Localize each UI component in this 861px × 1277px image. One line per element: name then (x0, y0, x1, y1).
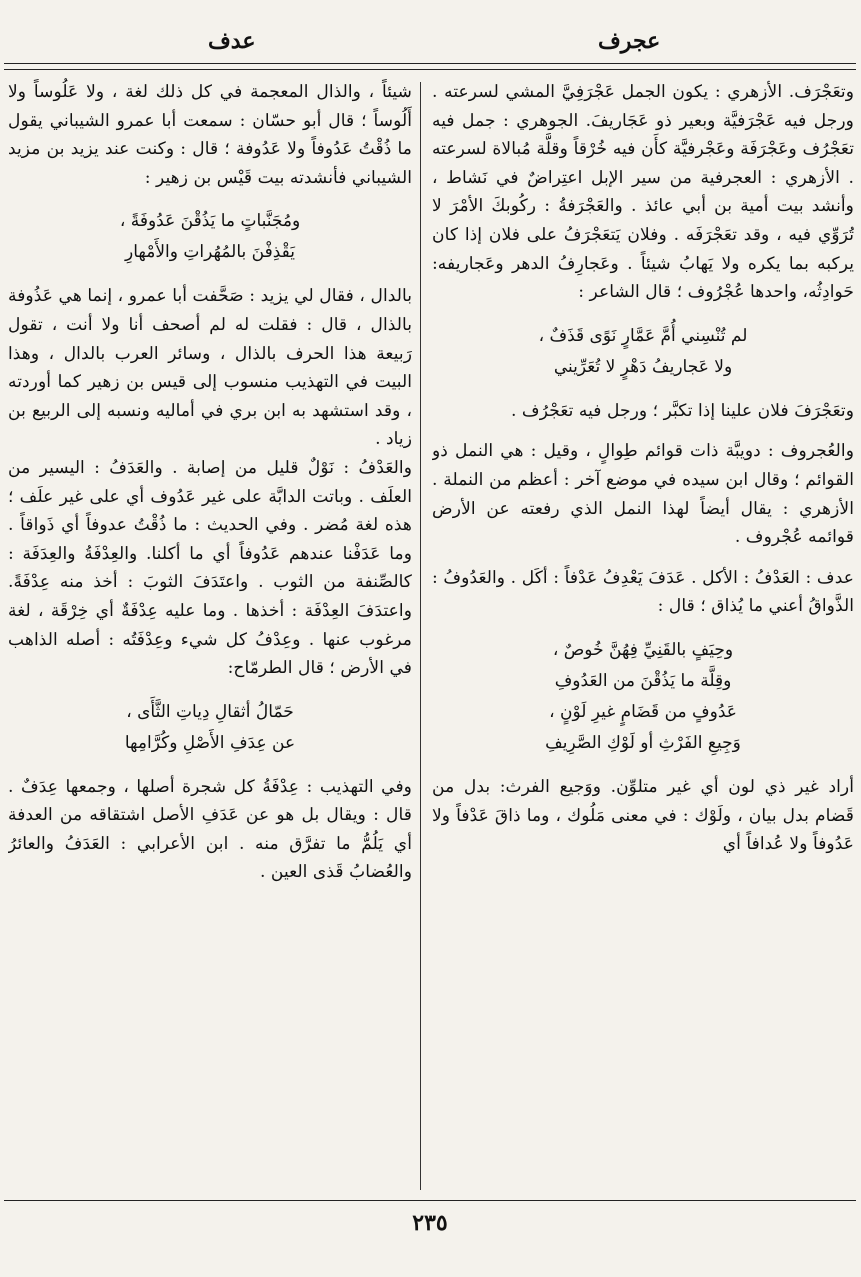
verse-line: يَقْذِفْنَ بالمُهُراتِ والأَمْهارِ (125, 242, 295, 263)
verse-line: وحِيَفٍ بالقَنِيِّ فِهُنَّ خُوصٌ ، (552, 639, 734, 660)
verse-line: ومُجَنَّباتٍ ما يَذُقْنَ عَدُوفَةً ، (119, 211, 301, 232)
verse (8, 697, 412, 759)
header-entry-right: عجرف (598, 28, 661, 54)
paragraph: والعُجروف : دويبَّة ذات قوائم طِوالٍ ، وقيل : هي النمل ذو القوائم ؛ وقال ابن سيده في موضع آخر : أعظم من النملة . الأزهري : يقال أيضاً لهذا النمل الذي رفعته عن الأرض قوائمه عُجْروف . (432, 441, 854, 548)
verse-line: لم تُنْسِني أُمَّ عَمَّارٍ نَوًى قَذَفٌ ، (538, 325, 748, 346)
verse-line: حَمّالُ أثقالِ دِياتِ الثَّأَى ، (126, 701, 294, 722)
verse-line: عن عِدَفِ الأَصْلِ وكُرَّامِها (124, 732, 296, 753)
paragraph: وتعَجْرَف. الأزهري : يكون الجمل عَجْرَفِيَّ المشي لسرعته . ورجل فيه عَجْرَفيَّة وبعير ذو عَجَاريفَ. الجوهري : جمل فيه تعَجْرُف وعَجْرَفَة وعَجْرفيَّة كأَن فيه خُرْقاً وقلَّة مُبالاة لسرعته . الأزهري : العجرفية من سير الإبل اعتِراضٌ في نَشاط ، وأنشد بيت أمية بن أبي عائذ . والعَجْرَفةُ : ركُوبكَ الأمْرَ لا تُرَوِّي فيه ، وقد تعَجْرَفَه . وفلان يَتعَجْرَفُ على فلان إذا كان يركبه بما يكره ولا يَهابُ شيئاً . وعَجارِفُ الدهر وعَجاريفه: حَوادِثُه، واحدها عُجْرُوف ؛ قال الشاعر : (432, 82, 854, 303)
top-rule-double (4, 69, 856, 70)
top-rule (4, 63, 856, 64)
verse-line: عَدُوفٍ من قَضَامٍ غيرِ لَوْنٍ ، (549, 701, 737, 722)
paragraph: وفي التهذيب : عِدْفَةُ كل شجرة أصلها ، وجمعها عِدَفٌ . قال : ويقال بل هو عن عَدَفِ الأصل اشتقاقه من العدفة أي يَلُمُّ ما تفرَّق منه . ابن الأعرابي : العَدَفُ والعائرُ والعُضابُ قَذى العين . (8, 776, 412, 883)
bottom-rule (4, 1200, 856, 1201)
paragraph: وتعَجْرَفَ فلان علينا إذا تكبَّر ؛ ورجل فيه تعَجْرُف . (511, 400, 854, 421)
right-column (432, 78, 854, 1196)
paragraph: شيئاً ، والذال المعجمة في كل ذلك لغة ، ولا عَلُوساً ولا أَلُوساً ؛ قال أبو حسّان : سمعت أبا عمرو الشيباني يقول ما ذُقْتُ عَدُوفاً ولا عَدُوفة ؛ قال : وكنت عند يزيد بن مزيد الشيباني فأنشدته بيت قَيْس بن زهير : (8, 82, 412, 188)
header-entry-left: عدف (208, 28, 256, 54)
verse-line: وقِلَّة ما يَذُقْنَ من العَدُوفِ (554, 670, 732, 691)
verse (432, 635, 854, 759)
page-number: ٢٣٥ (412, 1210, 448, 1236)
paragraph: والعَدْفُ : نَوْلٌ قليل من إصابة . والعَدَفُ : اليسير من العلَف . وباتت الدابَّة على غير عَدُوف أي على غير علَف ؛ هذه لغة مُضر . وفي الحديث : ما ذُقْتُ عدوفاً أي ذَواقاً . وما عَدَفْنا عندهم عَدُوفاً أي ما أكلنا. والعِدْفَةُ والعِدَفَة : كالصِّنفة من الثوب . واعتَدَفَ الثوبَ : أخذ منه عِدْفَةً. واعتدَفَ العِدْفَة : أخذها . وما عليه عِدْفَةٌ أي خِرْقَة ، لغة مرغوب عنها . وعِدْفُ كل شيء وعِدْفَتُه : أصله الذاهب في الأرض ؛ قال الطرمّاح: (8, 457, 412, 679)
verse-line: وَجِيعِ الفَرْثِ أو لَوْكِ الصَّرِيفِ (545, 732, 741, 753)
verse-line: ولا عَجاريفُ دَهْرٍ لا تُعَرِّيني (553, 356, 733, 377)
left-column (8, 78, 412, 1196)
verse (8, 206, 412, 268)
column-divider (420, 82, 421, 1190)
paragraph: أراد غير ذي لون أي غير متلوِّن. ووَجيع الفرث: بدل من قَضام بدل بيان ، ولَوْك : في معنى مَلُوك ، وما ذاقَ عَدْفاً ولا عَدُوفاً ولا عُدافاً أي (432, 776, 854, 855)
paragraph: بالدال ، فقال لي يزيد : صَحَّفت أبا عمرو ، إنما هي عَذُوفة بالذال ، قال : فقلت له لم أصحف أنا ولا أنت ، تقول رَبيعة هذا الحرف بالذال ، وسائر العرب بالدال ، وهذا البيت في التهذيب منسوب إلى قيس بن زهير كما أوردته ، وقد استشهد به ابن بري في أماليه ونسبه إلى الربيع بن زياد . (8, 286, 412, 450)
verse (432, 321, 854, 383)
entry-paragraph: عدف : العَدْفُ : الأكل . عَدَفَ يَعْدِفُ عَدْفاً : أكَل . والعَدُوفُ : الذَّواقُ أعني ما يُذاق ؛ قال : (432, 567, 854, 617)
